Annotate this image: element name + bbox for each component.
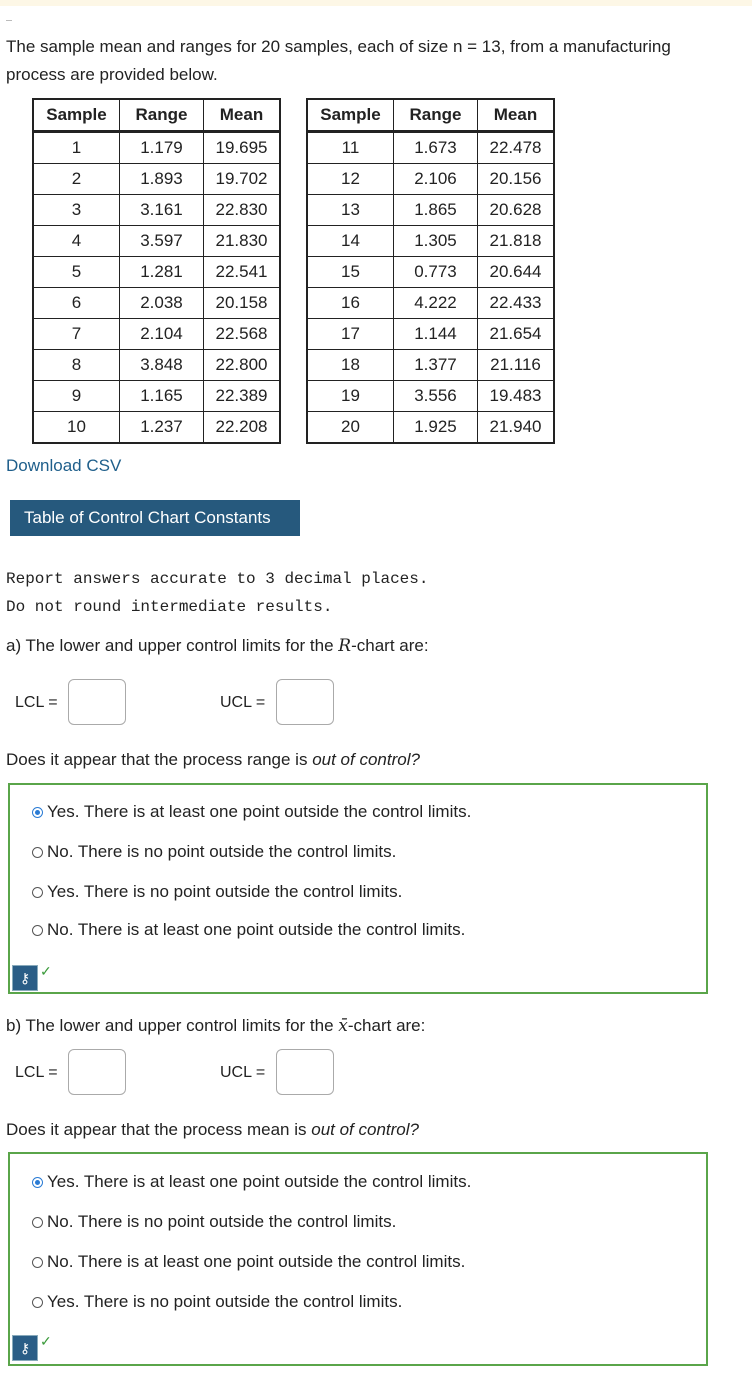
decorative-dot [6, 20, 12, 21]
cell-mean: 19.702 [204, 164, 281, 195]
cell-range: 1.165 [120, 381, 204, 412]
part-a-ucl-label: UCL = [220, 694, 266, 711]
data-table-samples-11-20 [306, 98, 555, 444]
cell-sample: 14 [307, 226, 394, 257]
cell-range: 1.893 [120, 164, 204, 195]
table-row [307, 257, 554, 288]
radio-selected[interactable] [32, 807, 43, 818]
part-b-question [6, 1016, 425, 1036]
part-b-ooc-text: Does it appear that the process mean is [6, 1120, 312, 1139]
radio-button[interactable] [32, 1217, 43, 1228]
cell-mean: 19.695 [204, 132, 281, 164]
part-b-ooc-emphasis: out of control? [311, 1120, 419, 1139]
option-label: No. There is at least one point outside the control limits. [47, 1252, 466, 1271]
cell-range: 3.848 [120, 350, 204, 381]
part-a-ucl-input[interactable] [276, 679, 334, 725]
radio-button[interactable] [32, 1257, 43, 1268]
option-label: No. There is at least one point outside the control limits. [47, 920, 466, 939]
part-b-option-4[interactable] [32, 1292, 402, 1312]
cell-sample: 19 [307, 381, 394, 412]
instruction-line-1: Report answers accurate to 3 decimal places. [6, 570, 429, 588]
part-b-option-2[interactable] [32, 1212, 396, 1232]
cell-range: 1.673 [394, 132, 478, 164]
part-a-option-2[interactable] [32, 842, 396, 862]
cell-mean: 22.541 [204, 257, 281, 288]
table-row [33, 132, 280, 164]
cell-mean: 22.830 [204, 195, 281, 226]
download-csv-link[interactable]: Download CSV [6, 456, 122, 475]
cell-sample: 10 [33, 412, 120, 444]
option-label: Yes. There is no point outside the control limits. [47, 1292, 403, 1311]
table-row [33, 412, 280, 444]
part-b-question-text: b) The lower and upper control limits for the [6, 1016, 339, 1035]
table-row [33, 350, 280, 381]
cell-sample: 2 [33, 164, 120, 195]
part-b-option-3[interactable] [32, 1252, 465, 1272]
part-a-option-1[interactable] [32, 802, 471, 822]
cell-range: 1.281 [120, 257, 204, 288]
part-a-option-3[interactable] [32, 882, 402, 902]
table-row [307, 319, 554, 350]
table-row [33, 319, 280, 350]
part-b-lcl-input[interactable] [68, 1049, 126, 1095]
radio-selected[interactable] [32, 1177, 43, 1188]
cell-sample: 5 [33, 257, 120, 288]
table-row [33, 164, 280, 195]
table-row [307, 412, 554, 444]
key-icon[interactable]: ⚷ [12, 965, 38, 991]
check-icon: ✓ [40, 963, 52, 979]
part-a-question-suffix: -chart are: [351, 636, 429, 655]
table-row [307, 164, 554, 195]
cell-mean: 22.433 [478, 288, 555, 319]
table-row [307, 132, 554, 164]
cell-range: 3.161 [120, 195, 204, 226]
cell-mean: 22.568 [204, 319, 281, 350]
radio-button[interactable] [32, 1297, 43, 1308]
cell-mean: 21.654 [478, 319, 555, 350]
cell-sample: 16 [307, 288, 394, 319]
cell-range: 2.104 [120, 319, 204, 350]
key-icon[interactable]: ⚷ [12, 1335, 38, 1361]
cell-sample: 12 [307, 164, 394, 195]
part-a-question [6, 636, 429, 656]
data-table-samples-1-10 [32, 98, 281, 444]
cell-range: 2.106 [394, 164, 478, 195]
cell-range: 1.179 [120, 132, 204, 164]
part-b-lcl-label: LCL = [15, 1064, 58, 1081]
part-b-options-box [8, 1152, 708, 1366]
part-a-ooc-emphasis: out of control? [312, 750, 420, 769]
table-row [33, 226, 280, 257]
top-banner [0, 0, 752, 6]
part-a-ooc-question [6, 750, 420, 770]
cell-mean: 21.830 [204, 226, 281, 257]
cell-range: 1.305 [394, 226, 478, 257]
option-label: Yes. There is at least one point outside the control limits. [47, 802, 472, 821]
col-header-mean: Mean [478, 99, 555, 132]
part-b-ucl-label: UCL = [220, 1064, 266, 1081]
cell-sample: 4 [33, 226, 120, 257]
part-a-options-box [8, 783, 708, 994]
table-row [307, 288, 554, 319]
cell-mean: 22.389 [204, 381, 281, 412]
cell-range: 3.597 [120, 226, 204, 257]
cell-range: 0.773 [394, 257, 478, 288]
option-label: Yes. There is no point outside the control limits. [47, 882, 403, 901]
col-header-sample: Sample [307, 99, 394, 132]
r-symbol: R [338, 636, 352, 656]
cell-sample: 7 [33, 319, 120, 350]
radio-button[interactable] [32, 887, 43, 898]
cell-mean: 20.158 [204, 288, 281, 319]
cell-range: 1.237 [120, 412, 204, 444]
table-row [33, 195, 280, 226]
table-row [307, 350, 554, 381]
cell-range: 1.144 [394, 319, 478, 350]
col-header-sample: Sample [33, 99, 120, 132]
part-a-question-text: a) The lower and upper control limits for the [6, 636, 339, 655]
col-header-range: Range [394, 99, 478, 132]
cell-sample: 18 [307, 350, 394, 381]
part-b-ucl-input[interactable] [276, 1049, 334, 1095]
part-a-lcl-input[interactable] [68, 679, 126, 725]
cell-sample: 6 [33, 288, 120, 319]
table-row [33, 381, 280, 412]
cell-mean: 21.940 [478, 412, 555, 444]
cell-range: 2.038 [120, 288, 204, 319]
cell-mean: 21.116 [478, 350, 555, 381]
cell-mean: 21.818 [478, 226, 555, 257]
radio-button[interactable] [32, 925, 43, 936]
cell-sample: 17 [307, 319, 394, 350]
cell-mean: 19.483 [478, 381, 555, 412]
cell-mean: 22.208 [204, 412, 281, 444]
cell-sample: 20 [307, 412, 394, 444]
col-header-range: Range [120, 99, 204, 132]
option-label: Yes. There is at least one point outside the control limits. [47, 1172, 472, 1191]
cell-mean: 20.156 [478, 164, 555, 195]
cell-sample: 8 [33, 350, 120, 381]
check-icon: ✓ [40, 1333, 52, 1349]
radio-button[interactable] [32, 847, 43, 858]
cell-range: 1.865 [394, 195, 478, 226]
table-row [307, 381, 554, 412]
cell-sample: 1 [33, 132, 120, 164]
cell-sample: 3 [33, 195, 120, 226]
option-label: No. There is no point outside the control limits. [47, 842, 397, 861]
table-row [33, 257, 280, 288]
cell-mean: 20.628 [478, 195, 555, 226]
cell-sample: 11 [307, 132, 394, 164]
part-b-ooc-question [6, 1120, 419, 1140]
cell-mean: 22.478 [478, 132, 555, 164]
table-row [307, 226, 554, 257]
part-a-ooc-text: Does it appear that the process range is [6, 750, 313, 769]
cell-sample: 15 [307, 257, 394, 288]
cell-range: 4.222 [394, 288, 478, 319]
cell-range: 1.925 [394, 412, 478, 444]
col-header-mean: Mean [204, 99, 281, 132]
part-a-lcl-label: LCL = [15, 694, 58, 711]
problem-intro: The sample mean and ranges for 20 samples, each of size n = 13, from a manufacturing process are provided below. [6, 37, 671, 84]
part-b-question-suffix: -chart are: [347, 1016, 426, 1035]
part-b-option-1[interactable] [32, 1172, 471, 1192]
cell-sample: 13 [307, 195, 394, 226]
cell-range: 1.377 [394, 350, 478, 381]
cell-sample: 9 [33, 381, 120, 412]
table-row [307, 195, 554, 226]
cell-mean: 20.644 [478, 257, 555, 288]
part-a-option-4[interactable] [32, 920, 465, 940]
option-label: No. There is no point outside the control limits. [47, 1212, 397, 1231]
cell-range: 3.556 [394, 381, 478, 412]
table-row [33, 288, 280, 319]
instruction-line-2: Do not round intermediate results. [6, 598, 333, 616]
cell-mean: 22.800 [204, 350, 281, 381]
control-chart-constants-button[interactable]: Table of Control Chart Constants [10, 500, 300, 536]
xbar-symbol: x̄ [338, 1016, 348, 1036]
